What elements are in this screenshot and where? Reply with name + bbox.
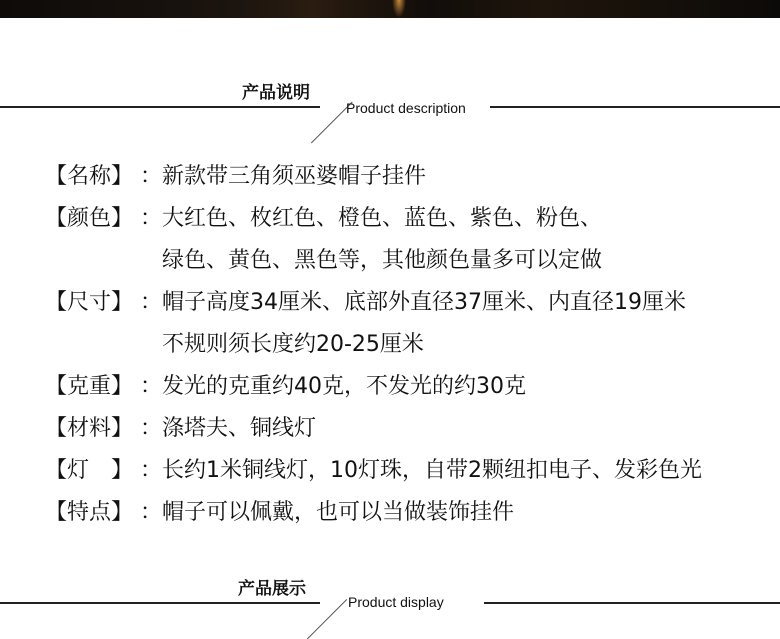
spec-label: 【克重】 [45, 374, 134, 399]
spec-label: 【名称】 [45, 164, 134, 189]
section-header-display [0, 566, 780, 626]
spec-label: 【颜色】 [45, 206, 134, 231]
spec-label: 【特点】 [45, 500, 134, 525]
spec-colon: ： [140, 290, 163, 315]
spec-row-size [45, 288, 162, 318]
section-title-cn: 产品展示 [238, 579, 306, 599]
spec-row-color [45, 204, 162, 234]
spec-value: 涤塔夫、铜线灯 [162, 416, 317, 441]
spec-colon: ： [140, 206, 163, 231]
spec-value-continued: 不规则须长度约20-25厘米 [162, 332, 424, 357]
spec-value: 帽子高度34厘米、底部外直径37厘米、内直径19厘米 [162, 290, 686, 315]
spec-value-continued: 绿色、黄色、黑色等，其他颜色量多可以定做 [162, 248, 603, 273]
section-title-en: Product description [346, 100, 466, 116]
spec-colon: ： [140, 374, 163, 399]
spec-colon: ： [140, 500, 163, 525]
spec-colon: ： [140, 416, 163, 441]
spec-value: 新款带三角须巫婆帽子挂件 [162, 164, 427, 189]
top-photo-strip [0, 0, 780, 18]
spec-label: 【材料】 [45, 416, 134, 441]
spec-value: 大红色、枚红色、橙色、蓝色、紫色、粉色、 [162, 206, 603, 231]
section-title-cn: 产品说明 [242, 83, 310, 103]
spec-value: 长约1米铜线灯，10灯珠，自带2颗纽扣电子、发彩色光 [162, 458, 702, 483]
spec-value: 帽子可以佩戴，也可以当做装饰挂件 [162, 500, 515, 525]
section-title-en: Product display [348, 594, 444, 610]
spec-colon: ： [140, 458, 163, 483]
header-slash [307, 599, 347, 639]
spec-colon: ： [140, 164, 163, 189]
section-header-description [0, 72, 780, 132]
spec-row-feature [45, 498, 162, 528]
header-rule-left [0, 106, 320, 108]
spec-label: 【尺寸】 [45, 290, 134, 315]
spec-row-material [45, 414, 162, 444]
spec-row-name [45, 162, 162, 192]
light-glow [392, 0, 406, 18]
header-rule-right [484, 602, 780, 604]
spec-value: 发光的克重约40克，不发光的约30克 [162, 374, 526, 399]
header-rule-right [490, 106, 780, 108]
header-rule-left [0, 602, 320, 604]
spec-row-weight [45, 372, 162, 402]
spec-label: 【灯 】 [45, 458, 134, 483]
spec-row-light [45, 456, 162, 486]
